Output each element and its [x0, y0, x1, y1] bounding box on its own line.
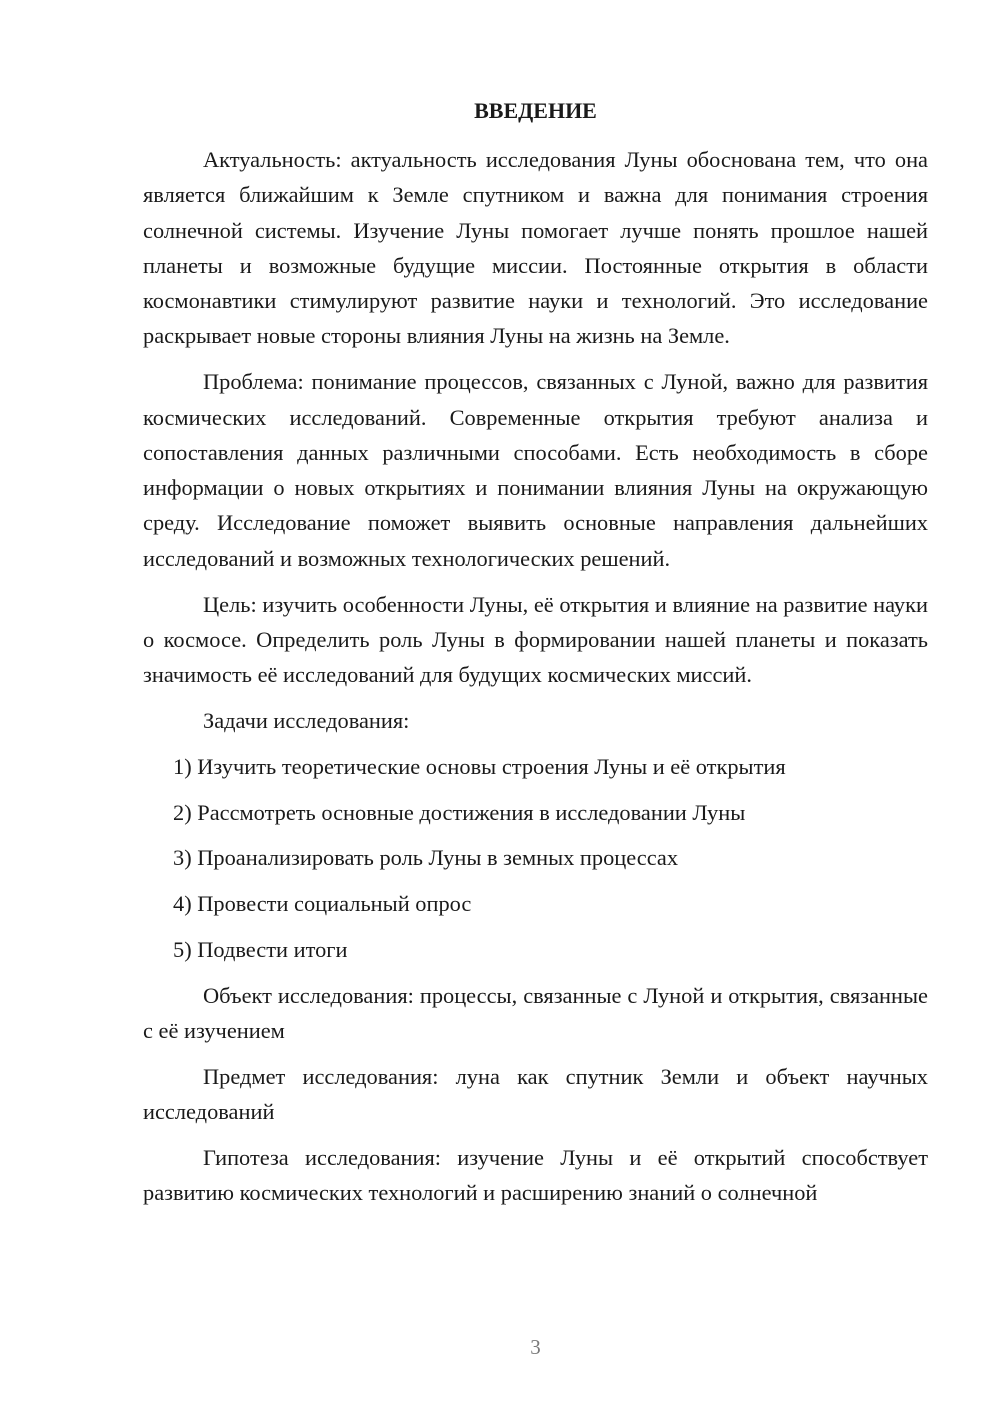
section-heading: ВВЕДЕНИЕ [474, 98, 597, 123]
hypothesis-paragraph: Гипотеза исследования: изучение Луны и её открытий способствует развитию космических технологий и расширению знаний о солнечной [143, 1144, 928, 1206]
task-item: 2) Рассмотреть основные достижения в исследовании Луны [173, 799, 746, 825]
page-number: 3 [530, 1335, 541, 1359]
subject-paragraph: Предмет исследования: луна как спутник Земли и объект научных исследований [143, 1063, 928, 1125]
relevance-paragraph: Актуальность: актуальность исследования Луны обоснована тем, что она является ближайшим к Земле спутником и важна для понимания строения солнечной системы. Изучение Луны помогает лучше понять прошлое нашей планеты и возможные будущие миссии. Постоянные открытия в области космонавтики стимулируют развитие науки и технологий. Это исследование раскрывает новые стороны влияния Луны на жизнь на Земле. [143, 147, 928, 349]
goal-paragraph: Цель: изучить особенности Луны, её открытия и влияние на развитие науки о космосе. Определить роль Луны в формировании нашей планеты и показать значимость её исследований для будущих космических миссий. [143, 591, 928, 688]
task-item: 5) Подвести итоги [173, 936, 348, 962]
document-body [143, 142, 928, 1221]
problem-paragraph: Проблема: понимание процессов, связанных с Луной, важно для развития космических исследований. Современные открытия требуют анализа и сопоставления данных различными способами. Есть необходимость в сборе информации о новых открытиях и понимании влияния Луны на окружающую среду. Исследование поможет выявить основные направления дальнейших исследований и возможных технологических решений. [143, 369, 928, 571]
task-item: 1) Изучить теоретические основы строения Луны и её открытия [173, 753, 786, 779]
task-item: 4) Провести социальный опрос [173, 891, 472, 917]
task-item: 3) Проанализировать роль Луны в земных процессах [173, 845, 679, 871]
tasks-title: Задачи исследования: [203, 707, 410, 733]
task-list [143, 749, 928, 967]
object-paragraph: Объект исследования: процессы, связанные с Луной и открытия, связанные с её изучением [143, 982, 928, 1044]
